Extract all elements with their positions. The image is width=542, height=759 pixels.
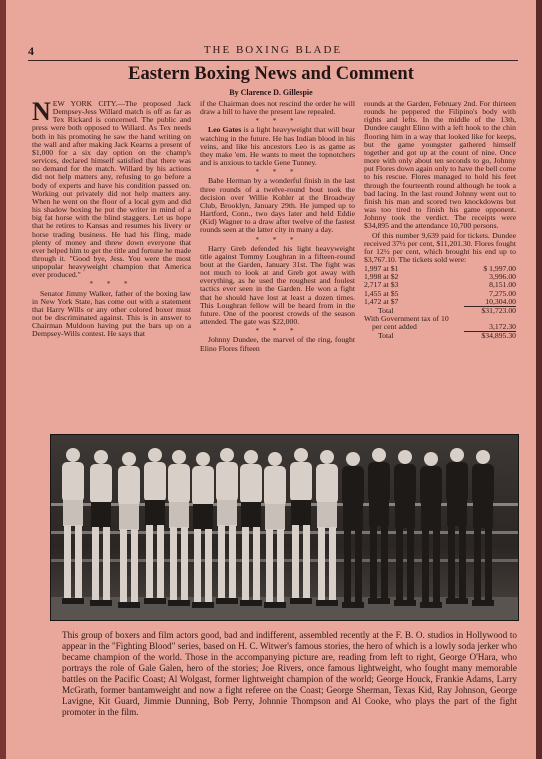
ticket-sales-table [364,265,516,340]
figure-part [94,450,108,464]
figure-part [194,529,201,604]
figure-part [229,525,236,600]
figure-part [192,602,214,608]
figure-part [172,450,186,464]
paragraph: NEW YORK CITY.—The proposed Jack Dempsey-Jess Willard match is off as far as Tex Rickard is concerned. The public and press were both opposed to Willard. As Tex needs both in his promoting he saw the hand writing on the wall and after making Jack Kearns a present of $1,000 for a six day option on the champ's services, declared himself satisfied that there was no demand for the match. Willard by his actions did not help matters any, refusing to go before a body of experts and have his condition passed on. Working out privately did not help matters any. When he went on the floor of a local gym and did his shadow boxing he put the writer in mind of a big fat horse with the blind staggers. Let us hope that he retires to Kansas and resumes his livery or horse trading business. He had his fling, made plenty of money and threw down everyone that ever helped him to get the title and fortune he made through it. "Good bye, Jess. You were the most unpopular heavyweight champion that America ever produced." [32,97,191,280]
figure-part [119,504,139,530]
figure-part [292,525,299,600]
figure-part [244,450,258,464]
figure-part [90,464,112,504]
figure-part [476,450,490,464]
figure-part [421,504,441,530]
figure-part [181,527,188,602]
figure-part [398,450,412,464]
paragraph: rounds at the Garden, February 2nd. For thirteen rounds he peppered the Filipino's body with rights and lefts. In the middle of the 13th, Dundee caught Elino with a left hook to the chin flooring him in a way that looked like for keeps, but the game youngster gathered himself together and got up at the count of nine. Once more with only about ten seconds to go, Johnny put Flores down again only to have the bell come to his rescue. Flores managed to hold his feet through the fourteenth round although he took a bad lacing. In the last round Johnny went out to finish his man and scored two knockdowns but was too tired to finish his game opponent. Johnny took the verdict. The receipts were $34,895 and the attendance 10,700 persons. [364,99,516,231]
figure-part [448,525,455,600]
figure-part [422,529,429,604]
figure-part [240,600,262,606]
figure-part [446,462,468,502]
figure-part [217,500,237,526]
article-title: Eastern Boxing News and Comment [128,64,414,84]
figure-part [277,529,284,604]
section-separator: * * * [255,327,300,336]
figure-part [157,525,164,600]
article-byline: By Clarence D. Gillespie [229,88,313,97]
section-separator: * * * [89,280,134,289]
figure-part [63,500,83,526]
article-column-3 [364,100,516,341]
figure-part [193,504,213,530]
group-photo [50,434,519,621]
figure-part [316,600,338,606]
figure-part [372,448,386,462]
section-separator: * * * [255,235,300,244]
paragraph: Johnny Dundee, the marvel of the ring, fought Elino Flores fifteen [200,335,355,353]
figure-part [170,527,177,602]
figure-part [342,602,364,608]
figure-part [148,448,162,462]
figure-part [145,500,165,526]
ticket-row: 1,472 at $7 10,304.00 [364,296,516,306]
figure-part [290,598,312,604]
paragraph: Of this number 9,639 paid for tickets. Dundee received 37½ per cent, $11,201.30. Flores fought for 12½ per cent, which brought his end up to $3,767.10. The tickets sold were: [364,230,516,264]
figure-part [144,598,166,604]
figure-part [424,452,438,466]
figure-part [368,462,390,502]
figure-part [317,502,337,528]
magazine-page [6,0,536,759]
figure-part [420,466,442,506]
figure-part [266,529,273,604]
figure-part [218,525,225,600]
figure-part [240,464,262,504]
figure-part [66,448,80,462]
figure-part [433,529,440,604]
article-column-1 [32,97,191,340]
figure-part [103,527,110,602]
figure-part [394,464,416,504]
figure-part [368,598,390,604]
figure-part [144,462,166,502]
ticket-row: 1,997 at $1 $ 1,997.00 [364,264,516,274]
paragraph: Leo Gates is a light heavyweight that will bear watching in the future. He has Indian blood in his veins, and like his ancestors Leo is as game as they make 'em. He wants to meet the topnotchers and is anxious to tackle Gene Tunney. [200,125,355,168]
figure-part [329,527,336,602]
figure-part [472,464,494,504]
figure-part [369,500,389,526]
photo-caption: This group of boxers and film actors good, bad and indifferent, assembled recently at the F. B. O. studios in Hollywood to appear in the "Fighting Blood" series, based on H. C. Witwer's famous stories, the hero of which is a lowly soda jerker who became champion of the world. Those in the accompanying picture are, reading from left to right, George O'Hara, who portrays the role of Gale Galen, hero of the stories; Joe Rivers, once famous lightweight, who fought many memorable battles on the Pacific Coast; Al Wolgast, former lightweight champion of the world; George Houck, Frankie Adams, Larry McGrath, former bantamweight and now a fight referee on the Coast; George Sherman, Texas Kid, Ray Johnson, George Lavigne, Kit Guard, Jimmie Dunning, Bob Perry, Johnnie Thompson and Al Cooke, who plays the part of the fight promoter in the film. [62,630,517,717]
figure-part [268,452,282,466]
figure-part [62,598,84,604]
total-row: Total $31,723.00 [378,305,516,315]
figure-part [192,466,214,506]
figure-part [303,525,310,600]
figure-part [122,452,136,466]
paragraph: Babe Herman by a wonderful finish in the last three rounds of a twelve-round bout took the decision over Willie Kohler at the Broadway Club, Brooklyn, January 29th. He jumped up to Hartford, Conn., two days later and held Eddie (Kid) Wagner to a draw after twelve of the fastest rounds seen at the latter city in many a day. [200,176,355,235]
tax-row: per cent added 3,172.30 [372,322,516,332]
figure-part [294,448,308,462]
figure-part [290,462,312,502]
paragraph: if the Chairman does not rescind the order he will draw a bill to have the present law repealed. [200,99,355,117]
figure-part [355,529,362,604]
figure-part [242,527,249,602]
figure-part [265,504,285,530]
figure-part [92,527,99,602]
figure-part [253,527,260,602]
figure-part [346,452,360,466]
figure-part [62,462,84,502]
figure-part [90,600,112,606]
section-separator: * * * [255,117,300,126]
figure-part [118,602,140,608]
figure-part [407,527,414,602]
figure-part [168,600,190,606]
article-column-2 [200,100,355,354]
running-header [28,44,518,61]
figure-part [241,502,261,528]
figure-part [118,466,140,506]
figure-part [473,502,493,528]
group-photo-illustration [51,435,518,620]
figure-part [120,529,127,604]
grand-total-row: Total $34,895.30 [378,331,516,341]
figure-part [485,527,492,602]
figure-part [370,525,377,600]
drop-cap: N [32,97,51,126]
figure-part [131,529,138,604]
figure-part [291,500,311,526]
tax-row: With Government tax of 10 [364,315,449,324]
figure-part [394,600,416,606]
page-number: 4 [28,44,34,58]
figure-part [168,464,190,504]
figure-part [447,500,467,526]
figure-part [205,529,212,604]
figure-part [343,504,363,530]
figure-part [420,602,442,608]
ticket-row: 1,455 at $5 7,275.00 [364,288,516,298]
figure-part [216,462,238,502]
section-separator: * * * [255,168,300,177]
figure-part [446,598,468,604]
paragraph: Senator Jimmy Walker, father of the boxing law in New York State, has come out with a statement that Harry Wills or any other colored boxer must not be discriminated against. This is in answer to Chairman Muldoon having put the bars up on a Dempsey-Wills contest. He says that [32,288,191,339]
ticket-row: 1,998 at $2 3,996.00 [364,272,516,282]
figure-part [146,525,153,600]
figure-part [450,448,464,462]
ticket-row: 2,717 at $3 8,151.00 [364,280,516,290]
figure-part [91,502,111,528]
figure-part [472,600,494,606]
figure-part [316,464,338,504]
figure-part [381,525,388,600]
figure-part [318,527,325,602]
figure-part [264,602,286,608]
figure-part [216,598,238,604]
figure-part [474,527,481,602]
paragraph: Harry Greb defended his light heavyweight title against Tommy Loughran in a fifteen-round bout at the Garden, January 31st. The fight was not much to look at and Greb got away with everything, as he used the roughest and foulest tactics ever seen in the Garden. He won a fight that he should have lost at least a dozen times. This Loughran fellow will be heard from in the future. One of the poorest crowds of the season attended. The gate was $22,000. [200,243,355,327]
figure-part [459,525,466,600]
figure-part [320,450,334,464]
figure-part [196,452,210,466]
figure-part [169,502,189,528]
figure-part [220,448,234,462]
figure-part [395,502,415,528]
figure-part [396,527,403,602]
figure-part [342,466,364,506]
figure-part [64,525,71,600]
figure-part [344,529,351,604]
figure-part [75,525,82,600]
magazine-title: THE BOXING BLADE [203,44,343,56]
figure-part [264,466,286,506]
